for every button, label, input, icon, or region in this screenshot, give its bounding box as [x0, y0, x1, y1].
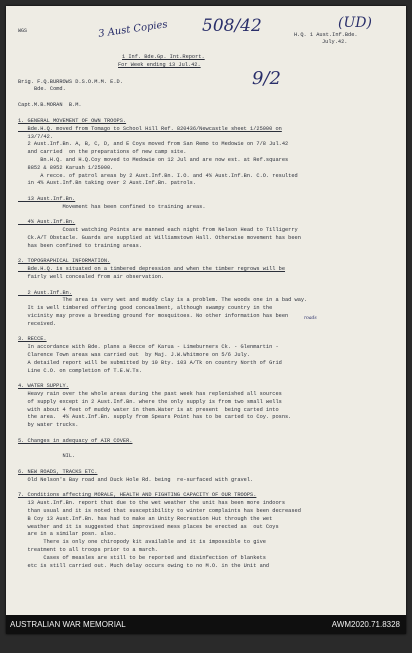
report-line: has been confined to training areas.	[18, 242, 142, 249]
report-title: 1 Inf. Bde.Gp. Int.Report.	[122, 54, 205, 60]
report-line: received.	[18, 320, 57, 327]
brigadier-role: Bde. Comd.	[34, 86, 66, 92]
handwritten-centre-number: 9/2	[252, 68, 281, 89]
section-heading: 1. GENERAL MOVEMENT OF OWN TROOPS.	[18, 118, 127, 124]
report-line: 13 Aust.Inf.Bn.	[18, 196, 76, 202]
header-date: July.42.	[322, 39, 348, 45]
report-line: fairly well concealed from air observation.	[18, 274, 165, 280]
report-line: 2 Aust.Inf.Bn. A, B, C, D, and E Coys moved from San Remo to Medowie on 7/8 Jul.42	[18, 141, 289, 148]
report-line: weather and it is suggested that improvised mess places be erected as out Coys	[18, 523, 279, 530]
footer-institution: AUSTRALIAN WAR MEMORIAL	[10, 620, 126, 629]
report-line: Ck.A/T Obstacle. Guards are supplied at Williamstown Hall. Otherwise movement has been	[18, 235, 301, 241]
report-line: by water trucks.	[18, 422, 79, 429]
report-line: and carried on the preparations of new camp site.	[18, 149, 187, 156]
report-line: 13/7/42.	[18, 133, 53, 140]
archive-footer	[6, 615, 406, 634]
section-heading: 4. WATER SUPPLY.	[18, 383, 69, 390]
report-line: Bn.H.Q. and H.Q.Coy moved to Medowie on 12 Jul and are now est. at Ref.squares	[18, 157, 289, 163]
section-heading: 2. TOPOGRAPHICAL INFORMATION.	[18, 258, 111, 265]
report-line: 4% Aust.Inf.Bn.	[18, 219, 76, 226]
report-line: treatment to all troops prior to a march.	[18, 547, 158, 553]
handwritten-correction-roads: roads	[304, 316, 317, 321]
report-line: with about 4 feet of muddy water in them.Water is at present being carted into	[18, 406, 279, 413]
report-week: For Week ending 13 Jul.42.	[118, 62, 201, 68]
report-line: Coast watching Points are manned each night from Nelson Head to Tilligerry	[18, 227, 298, 234]
report-line: Movement has been confined to training areas.	[18, 203, 206, 210]
report-line: Line C.O. on completion of T.E.W.Ts.	[18, 367, 142, 374]
report-line: are in a similar posn. also.	[18, 531, 117, 538]
section-heading: 5. Changes in adequacy of AIR COVER.	[18, 437, 133, 444]
document-page	[6, 6, 406, 634]
report-line: In accordance with Bde. plans a Recce of Karua - Limeburners Ck. - Glenmartin -	[18, 344, 279, 351]
report-line: Old Nelson's Bay road and Duck Hole Rd. being re-surfaced with gravel.	[18, 476, 254, 483]
stamp-label: WGS	[18, 28, 28, 34]
section-heading: 7. Conditions affecting MORALE, HEALTH AND FIGHTING CAPACITY OF OUR TROOPS.	[18, 492, 257, 499]
header-unit: H.Q. 1 Aust.Inf.Bde.	[294, 32, 358, 38]
report-line: of supply except in 2 Aust.Inf.Bn. where the only supply is from two small wells	[18, 398, 282, 405]
report-line: Clarence Town areas was carried out by Maj. J.W.Whitmore on 5/6 July.	[18, 352, 251, 358]
report-line: 13 Aust.Inf.Bn. report that due to the wet weather the unit has been more indoors	[18, 500, 286, 507]
report-line: Bde.H.Q. is situated on a timbered depression and when the timber regrows will be	[18, 266, 286, 273]
brigadier-name: Brig. F.Q.BURROWS D.S.O.M.M. E.D.	[18, 79, 123, 85]
section-heading: 3. RECCE.	[18, 336, 47, 343]
footer-accession: AWM2020.71.8328	[331, 620, 400, 629]
report-line: It is well timbered offering good concealment, although swampy country in the	[18, 305, 273, 312]
report-line: B Coy 13 Aust.Inf.Bn. has had to make an Unity Recreation Hut through the wet	[18, 515, 273, 522]
handwritten-ref-number: 508/42	[202, 16, 262, 36]
brigade-major: Capt.M.B.MORAN B.M.	[18, 102, 82, 108]
report-line: A detailed report will be submitted by 10 Bty. 103 A/Tk on country North of Grid	[18, 359, 282, 366]
report-line: There is only one chiropody kit available and it is impossible to give	[18, 539, 266, 546]
report-line: Heavy rain over the whole areas during the past week has replenished all sources	[18, 391, 282, 397]
report-line: NIL.	[18, 453, 76, 460]
report-line: in 4% Aust.Inf.Bn taking over 2 Aust.Inf.Bn. patrols.	[18, 180, 197, 187]
report-line: vicinity may prove a breeding ground for mosquitoes. No other information has been	[18, 313, 289, 319]
report-line: the area. 4% Aust.Inf.Bn. supply from Spears Point has to be carted to Coy. posns.	[18, 414, 292, 421]
handwritten-top-note: 3 Aust Copies	[97, 19, 169, 40]
report-line: Cases of measles are still to be reported and disinfection of blankets	[18, 554, 266, 561]
report-line: Bde.H.Q. moved from Tomago to School Hill Ref. 820436/Newcastle sheet 1/25000 on	[18, 125, 282, 132]
report-line: than usual and it is noted that susceptibility to winter complaints has been decreased	[18, 508, 301, 514]
report-line: 8852 & 8952 Karuah 1/25000.	[18, 164, 114, 171]
handwritten-initials: (UD)	[338, 15, 372, 31]
report-line: etc is still carried out. Much delay occurs owing to no M.O. in the Unit and	[18, 562, 270, 569]
section-heading: 6. NEW ROADS, TRACKS ETC.	[18, 469, 98, 475]
report-line: A recce. of patrol areas by 2 Aust.Inf.Bn. I.O. and 4% Aust.Inf.Bn. C.O. resulted	[18, 172, 298, 179]
report-line: 2 Aust.Inf.Bn.	[18, 289, 73, 296]
report-line: The area is very wet and muddy clay is a problem. The woods one in a bad way.	[18, 297, 308, 304]
